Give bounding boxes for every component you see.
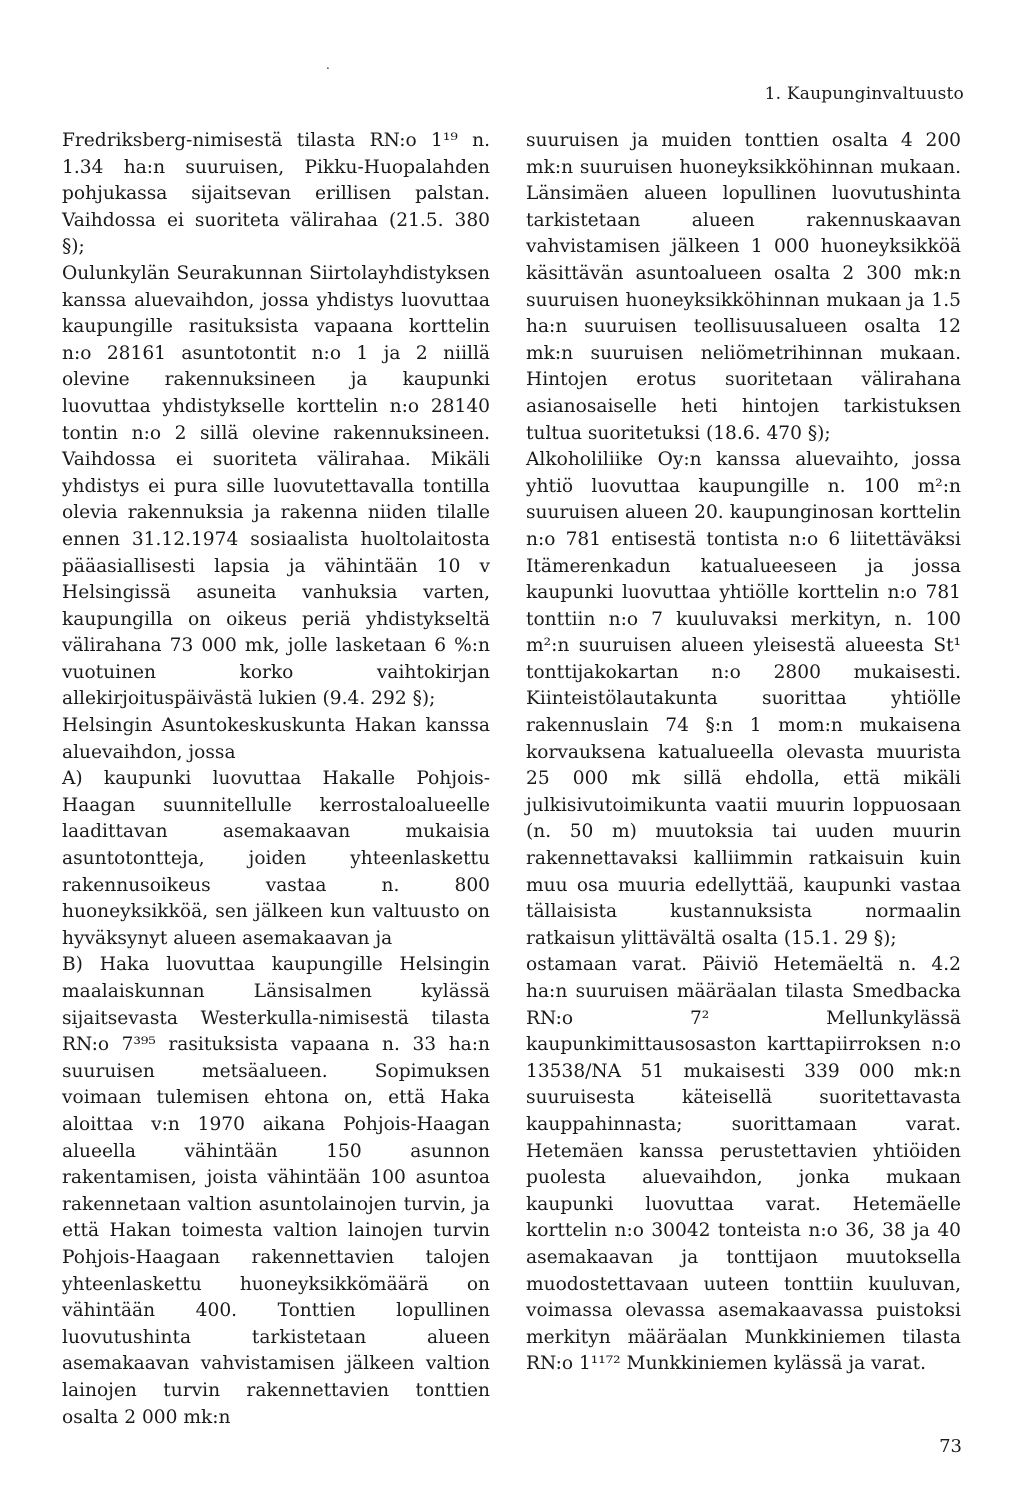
paragraph: suuruisen ja muiden tonttien osalta 4 200 mk:n suuruisen huoneyksikköhinnan mukaan. Länsimäen alueen lopullinen luovutushinta tarkistetaan alueen rakennuskaavan vahvistamisen jälkeen 1 000 huoneyksikköä käsittävän asuntoalueen osalta 2 300 mk:n suuruisen huoneyksikköhinnan mukaan ja 1.5 ha:n suuruisen teollisuusalueen osalta 12 mk:n suuruisen neliömetrihinnan mukaan. Hintojen erotus suoritetaan välirahana asianosaiselle heti hintojen tarkistuksen tultua suoritetuksi (18.6. 470 §); <box>526 130 961 444</box>
right-column <box>526 128 961 1378</box>
left-column <box>62 128 490 1431</box>
running-head: 1. Kaupunginvaltuusto <box>764 84 964 104</box>
paragraph: Fredriksberg-nimisestä tilasta RN:o 1¹⁹ n. 1.34 ha:n suuruisen, Pikku-Huopalahden pohjukassa sijaitsevan erillisen palstan. Vaihdossa ei suoriteta välirahaa (21.5. 380 §); <box>62 130 490 258</box>
paragraph: A) kaupunki luovuttaa Hakalle Pohjois-Haagan suunnitellulle kerrostaloalueelle laadittavan asemakaavan mukaisia asuntotontteja, joiden yhteenlaskettu rakennusoikeus vastaa n. 800 huoneyksikköä, sen jälkeen kun valtuusto on hyväksynyt alueen asemakaavan ja <box>62 768 490 949</box>
paragraph: Alkoholiliike Oy:n kanssa aluevaihto, jossa yhtiö luovuttaa kaupungille n. 100 m²:n suuruisen alueen 20. kaupunginosan korttelin n:o 781 entisestä tontista n:o 6 liitettäväksi Itämerenkadun katualueeseen ja jossa kaupunki luovuttaa yhtiölle korttelin n:o 781 tonttiin n:o 7 kuuluvaksi merkityn, n. 100 m²:n suuruisen alueen yleisestä alueesta St¹ tonttijakokartan n:o 2800 mukaisesti. Kiinteistölautakunta suorittaa yhtiölle rakennuslain 74 §:n 1 mom:n mukaisena korvauksena katualueella olevasta muurista 25 000 mk sillä ehdolla, että mikäli julkisivutoimikunta vaatii muurin loppuosaan (n. 50 m) muutoksia tai uuden muurin rakennettavaksi kalliimmin ratkaisuin kuin muu osa muuria edellyttää, kaupunki vastaa tällaisista kustannuksista normaalin ratkaisun ylittävältä osalta (15.1. 29 §); <box>526 449 961 949</box>
page-number: 73 <box>939 1436 962 1457</box>
paragraph: Helsingin Asuntokeskuskunta Hakan kanssa aluevaihdon, jossa <box>62 715 490 763</box>
paragraph: Oulunkylän Seurakunnan Siirtolayhdistyksen kanssa aluevaihdon, jossa yhdistys luovuttaa kaupungille rasituksista vapaana korttelin n:o 28161 asuntotontit n:o 1 ja 2 niillä olevine rakennuksineen ja kaupunki luovuttaa yhdistykselle korttelin n:o 28140 tontin n:o 2 sillä olevine rakennuksineen. Vaihdossa ei suoriteta välirahaa. Mikäli yhdistys ei pura sille luovutettavalla tontilla olevia rakennuksia ja rakenna niiden tilalle ennen 31.12.1974 sosiaalista huoltolaitosta pääasiallisesti lapsia ja vähintään 10 v Helsingissä asuneita vanhuksia varten, kaupungilla on oikeus periä yhdistykseltä välirahana 73 000 mk, jolle lasketaan 6 %:n vuotuinen korko vaihtokirjan allekirjoituspäivästä lukien (9.4. 292 §); <box>62 262 490 710</box>
paragraph: ostamaan varat. Päiviö Hetemäeltä n. 4.2 ha:n suuruisen määräalan tilasta Smedbacka RN:o 7² Mellunkylässä kaupunkimittausosaston karttapiirroksen n:o 13538/NA 51 mukaisesti 339 000 mk:n suuruisesta käteisellä suoritettavasta kauppahinnasta; suorittamaan varat. Hetemäen kanssa perustettavien yhtiöiden puolesta aluevaihdon, jonka mukaan kaupunki luovuttaa varat. Hetemäelle korttelin n:o 30042 tonteista n:o 36, 38 ja 40 asemakaavan ja tonttijaon muutoksella muodostettavaan uuteen tonttiin kuuluvan, voimassa olevassa asemakaavassa puistoksi merkityn määräalan Munkkiniemen tilasta RN:o 1¹¹⁷² Munkkiniemen kylässä ja varat. <box>526 954 961 1375</box>
paragraph: B) Haka luovuttaa kaupungille Helsingin maalaiskunnan Länsisalmen kylässä sijaitsevasta Westerkulla-nimisestä tilasta RN:o 7³⁹⁵ rasituksista vapaana n. 33 ha:n suuruisen metsäalueen. Sopimuksen voimaan tulemisen ehtona on, että Haka aloittaa v:n 1970 aikana Pohjois-Haagan alueella vähintään 150 asunnon rakentamisen, joista vähintään 100 asuntoa rakennetaan valtion asuntolainojen turvin, ja että Hakan toimesta valtion lainojen turvin Pohjois-Haagaan rakennettavien talojen yhteenlaskettu huoneyksikkömäärä on vähintään 400. Tonttien lopullinen luovutushinta tarkistetaan alueen asemakaavan vahvistamisen jälkeen valtion lainojen turvin rakennettavien tonttien osalta 2 000 mk:n <box>62 954 490 1428</box>
margin-dot: . <box>326 58 330 72</box>
